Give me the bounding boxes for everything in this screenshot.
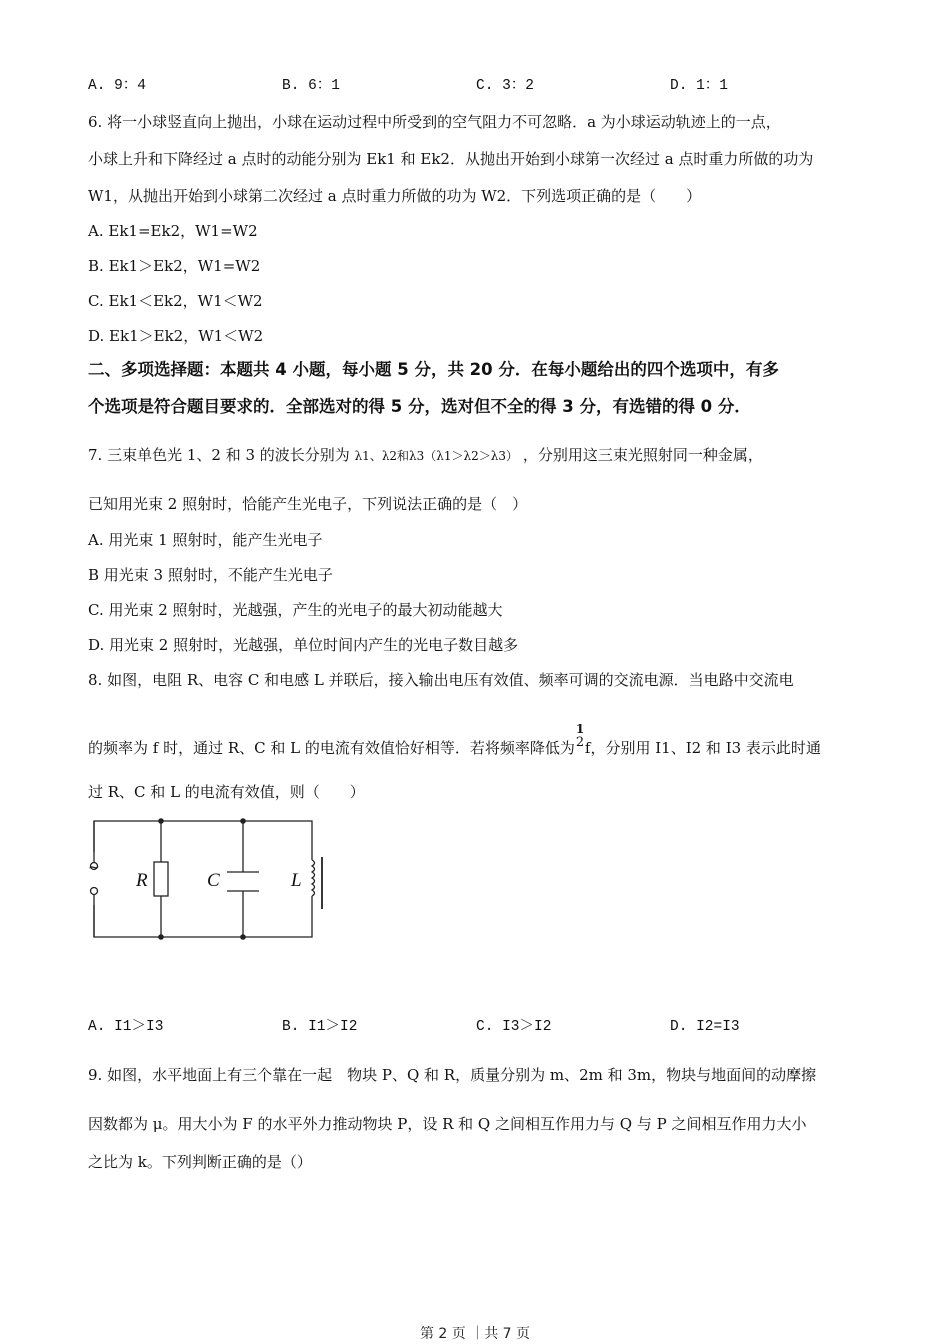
q7-stem-line2: 已知用光束 2 照射时，恰能产生光电子，下列说法正确的是（ ） <box>88 495 528 513</box>
q8-stem-line3: 过 R、C 和 L 的电流有效值，则（ ） <box>88 783 365 801</box>
q7-option-b: B 用光束 3 照射时，不能产生光电子 <box>88 566 333 584</box>
q9-stem-line2: 因数都为 μ。用大小为 F 的水平外力推动物块 P，设 R 和 Q 之间相互作用力与 Q 与 P 之间相互作用力大小 <box>88 1115 807 1133</box>
q8-option-c: C. I3＞I2 <box>476 1019 552 1035</box>
page-footer: 第 2 页 ｜共 7 页 <box>419 1326 531 1342</box>
section2-heading-line2: 个选项是符合题目要求的．全部选对的得 5 分，选对但不全的得 3 分，有选错的得 0 分． <box>88 397 751 416</box>
q6-stem-line3: W1，从抛出开始到小球第二次经过 a 点时重力所做的功为 W2．下列选项正确的是（ ） <box>88 187 702 205</box>
fraction-one-half: 1 2 <box>575 722 585 750</box>
section2-heading-line1: 二、多项选择题：本题共 4 小题，每小题 5 分，共 20 分．在每小题给出的四个选项中，有多 <box>88 360 779 379</box>
q6-option-a: A. Ek1=Ek2，W1=W2 <box>88 222 258 240</box>
label-l: L <box>291 870 302 891</box>
q5-option-a: A. 9：4 <box>88 78 147 94</box>
q6-option-b: B. Ek1＞Ek2，W1=W2 <box>88 257 261 275</box>
q7-stem-line1 <box>88 445 763 466</box>
q8-option-b: B. I1＞I2 <box>282 1019 358 1035</box>
q6-stem-line2: 小球上升和下降经过 a 点时的动能分别为 Ek1 和 Ek2．从抛出开始到小球第一次经过 a 点时重力所做的功为 <box>88 150 814 168</box>
q7-prefix: 7. 三束单色光 1、2 和 3 的波长分别为 <box>88 446 350 464</box>
q5-option-d: D. 1：1 <box>670 78 729 94</box>
label-c: C <box>207 870 220 891</box>
q7-option-a: A. 用光束 1 照射时，能产生光电子 <box>88 531 323 549</box>
source-symbol: ~ <box>88 860 100 876</box>
q9-stem-line3: 之比为 k。下列判断正确的是（） <box>88 1153 312 1171</box>
q5-option-b: B. 6：1 <box>282 78 341 94</box>
q7-option-c: C. 用光束 2 照射时，光越强，产生的光电子的最大初动能越大 <box>88 601 503 619</box>
q8-stem-line2: 的频率为 f 时，通过 R、C 和 L 的电流有效值恰好相等．若将频率降低为 1 2 f，分别用 I1、I2 和 I3 表示此时通 <box>88 722 821 757</box>
q7-wavelengths: λ1、λ2和λ3（λ1＞λ2＞λ3） <box>354 449 519 463</box>
q7-suffix: ，分别用这三束光照射同一种金属， <box>522 446 763 464</box>
q8-option-d: D. I2=I3 <box>670 1019 740 1035</box>
q6-option-c: C. Ek1＜Ek2，W1＜W2 <box>88 292 263 310</box>
q5-option-c: C. 3：2 <box>476 78 535 94</box>
q8-option-a: A. I1＞I3 <box>88 1019 164 1035</box>
label-r: R <box>136 870 148 891</box>
q7-option-d: D. 用光束 2 照射时，光越强，单位时间内产生的光电子数目越多 <box>88 636 519 654</box>
q6-option-d: D. Ek1＞Ek2，W1＜W2 <box>88 327 264 345</box>
q8-stem-line1: 8. 如图，电阻 R、电容 C 和电感 L 并联后，接入输出电压有效值、频率可调的交流电源．当电路中交流电 <box>88 671 794 689</box>
q6-stem-line1: 6. 将一小球竖直向上抛出，小球在运动过程中所受到的空气阻力不可忽略．a 为小球运动轨迹上的一点， <box>88 113 781 131</box>
q9-stem-line1: 9. 如图，水平地面上有三个靠在一起 物块 P、Q 和 R，质量分别为 m、2m 和 3m，物块与地面间的动摩擦 <box>88 1066 817 1084</box>
